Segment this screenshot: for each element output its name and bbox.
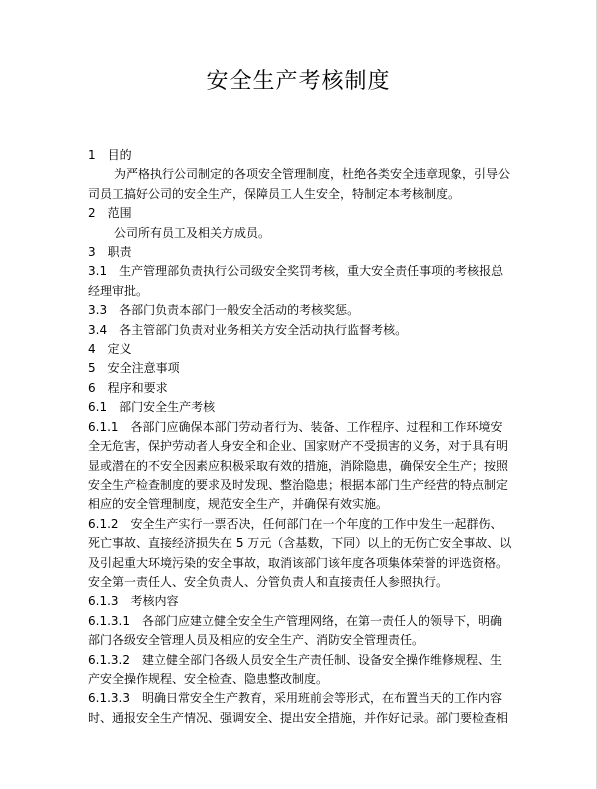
paragraph-line: 相应的安全管理制度，规范安全生产，并确保有效实施。 [88, 497, 389, 512]
paragraph-line: 为严格执行公司制定的各项安全管理制度，杜绝各类安全违章现象，引导公 [114, 167, 511, 182]
paragraph-line: 安全第一责任人、安全负责人、分管负责人和直接责任人参照执行。 [88, 574, 449, 589]
paragraph-line: 3.1 生产管理部负责执行公司级安全奖罚考核，重大安全责任事项的考核报总 [88, 264, 504, 279]
document-title: 安全生产考核制度 [206, 69, 391, 94]
paragraph-line: 6.1.3.3 明确日常安全生产教育，采用班前会等形式，在布置当天的工作内容 [88, 691, 502, 706]
paragraph-line: 3.4 各主管部门负责对业务相关方安全活动执行监督考核。 [88, 322, 408, 337]
heading-definitions: 4 定义 [88, 342, 132, 357]
heading-safety-notes: 5 安全注意事项 [88, 361, 180, 376]
paragraph-line: 及引起重大环境污染的安全事故，取消该部门该年度各项集体荣誉的评选资格。 [88, 555, 509, 570]
paragraph-line: 死亡事故、直接经济损失在 5 万元（含基数，下同）以上的无伤亡安全事故、以 [88, 536, 512, 551]
heading-responsibilities: 3 职责 [88, 245, 132, 260]
paragraph-line: 安全生产检查制度的要求及时发现、整治隐患；根据本部门生产经营的特点制定 [88, 477, 509, 492]
paragraph-line: 公司所有员工及相关方成员。 [114, 225, 271, 240]
paragraph-line: 6.1.3.2 建立健全部门各级人员安全生产责任制、设备安全操作维修规程、生 [88, 652, 502, 667]
heading-scope: 2 范围 [88, 206, 132, 221]
subheading-department-assessment: 6.1 部门安全生产考核 [88, 400, 216, 415]
subheading-assessment-content: 6.1.3 考核内容 [88, 594, 179, 609]
paragraph-line: 6.1.2 安全生产实行一票否决，任何部门在一个年度的工作中发生一起群伤、 [88, 516, 503, 531]
paragraph-line: 6.1.1 各部门应确保本部门劳动者行为、装备、工作程序、过程和工作环境安 [88, 419, 503, 434]
paragraph-line: 显或潜在的不安全因素应积极采取有效的措施，消除隐患，确保安全生产；按照 [88, 458, 509, 473]
paragraph-line: 部门各级安全管理人员及相应的安全生产、消防安全管理责任。 [88, 633, 425, 648]
paragraph-line: 产安全操作规程、安全检查、隐患整改制度。 [88, 671, 329, 686]
heading-purpose: 1 目的 [88, 148, 132, 162]
paragraph-line: 时、通报安全生产情况、强调安全、提出安全措施，并作好记录。部门要检查相 [88, 710, 509, 725]
document-body [88, 146, 512, 728]
paragraph-line: 3.3 各部门负责本部门一般安全活动的考核奖惩。 [88, 303, 360, 318]
paragraph-line: 司员工搞好公司的安全生产，保障员工人生安全，特制定本考核制度。 [88, 186, 461, 201]
paragraph-line: 经理审批。 [88, 283, 149, 298]
heading-procedures: 6 程序和要求 [88, 380, 168, 395]
paragraph-line: 6.1.3.1 各部门应建立健全安全生产管理网络，在第一责任人的领导下，明确 [88, 613, 502, 628]
paragraph-line: 全无危害，保护劳动者人身安全和企业、国家财产不受损害的义务，对于具有明 [88, 439, 509, 454]
